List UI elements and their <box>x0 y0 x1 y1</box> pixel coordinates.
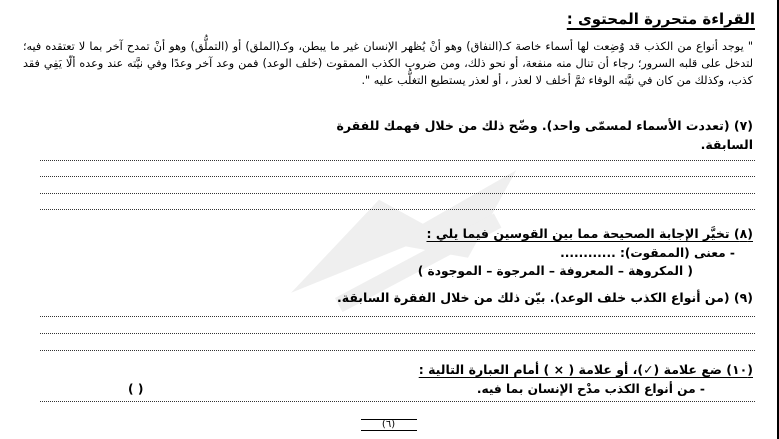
question-8-title: (٨) تخيَّر الإجابة الصحيحة مما بين القوسين فيما يلي : <box>426 226 753 241</box>
answer-line <box>40 193 755 194</box>
page-number: (٦) <box>361 419 417 431</box>
question-8-item: - معنى (الممقوت): ............ <box>560 246 735 260</box>
question-8-options: ( المكروهة – المعروفة – المرجوة – الموجودة ) <box>417 264 693 278</box>
answer-line <box>40 160 755 161</box>
answer-box[interactable]: ( ) <box>128 382 144 396</box>
question-7-line-1: (٧) (تعددت الأسماء لمسمّى واحد). وضّح ذلك من خلال فهمك للفقرة <box>336 118 753 133</box>
section-heading: القراءة متحررة المحتوى : <box>566 10 755 28</box>
answer-line <box>40 333 755 334</box>
question-9-title: (٩) (من أنواع الكذب خلف الوعد). بيّن ذلك من خلال الفقرة السابقة. <box>336 290 753 305</box>
answer-line <box>40 316 755 317</box>
reading-passage: " يوجد أنواع من الكذب قد وُضِعت لها أسماء خاصة كـ(النفاق) وهو أنْ يُظهر الإنسان غير ما يبطن، وكـ(الملق) أو (التملُّق) وهو أنْ تمدح آخر بما لا تعتقده فيه؛ لتدخل على قلبه السرور؛ رجاء أن تنال منه منفعة، أو نحو ذلك، ومن ضروب الكذب الممقوت (خلف الوعد) فمن وعد آخر وعدًا وفي نيَّته عند وعده ألّا يَفِي فقد كذب، وكذلك من كان في نيَّته الوفاء ثمَّ أخلف لا لعذر ، أو لعذر يستطيع التغلُّب عليه ". <box>23 40 753 87</box>
answer-line <box>40 401 755 402</box>
question-10-statement: - من أنواع الكذب مدْح الإنسان بما فيه. <box>476 382 705 396</box>
question-10-title: (١٠) ضع علامة (✓)، أو علامة ( × ) أمام العبارة التالية : <box>418 362 753 377</box>
answer-line <box>40 350 755 351</box>
answer-line <box>40 209 755 210</box>
page-footer <box>0 419 777 431</box>
question-7-line-2: السابقة. <box>700 137 753 152</box>
answer-line <box>40 176 755 177</box>
